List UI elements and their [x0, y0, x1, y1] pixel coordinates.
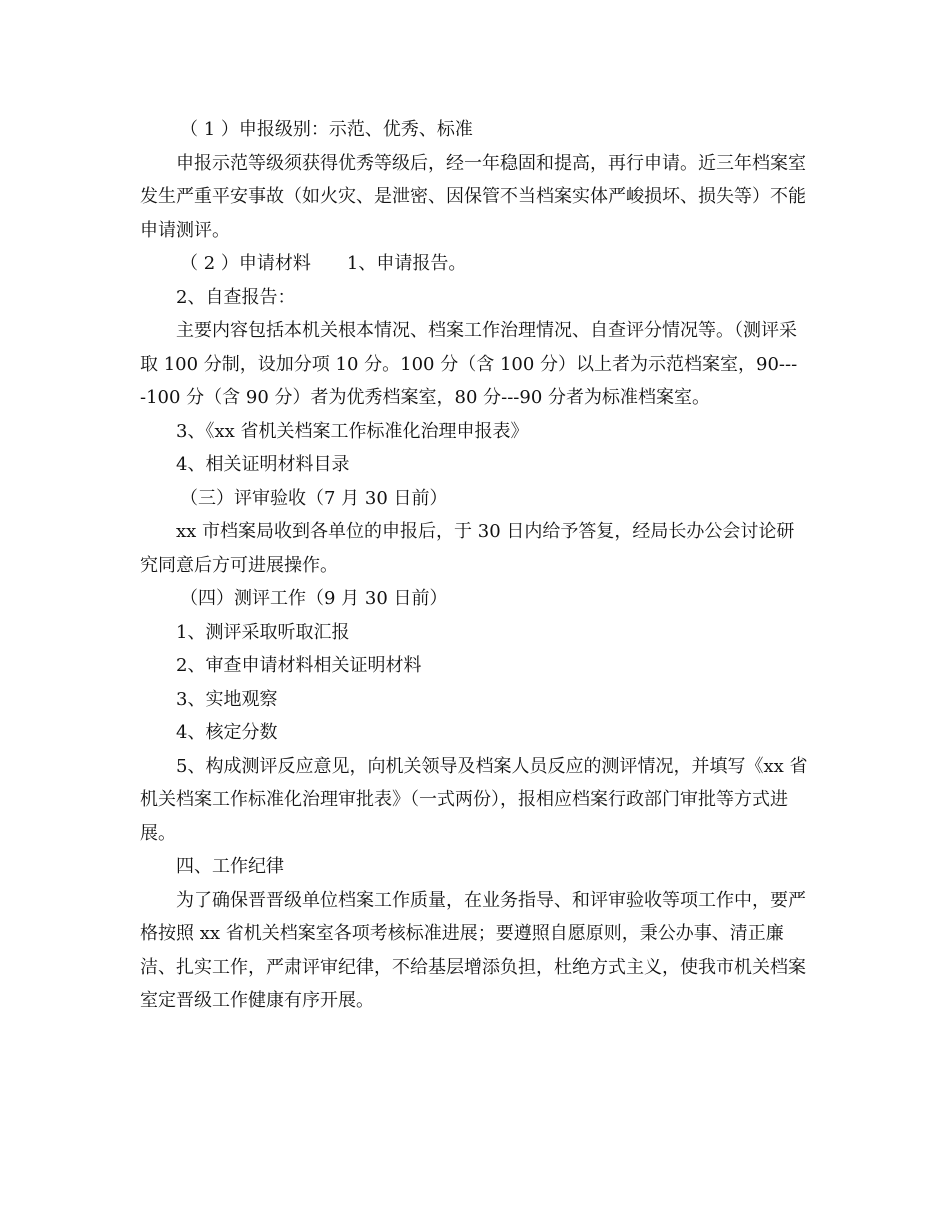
paragraph-review-content: xx 市档案局收到各单位的申报后，于 30 日内给予答复，经局长办公会讨论研究同意后方可进展操作。 [140, 521, 795, 576]
document-body [140, 113, 812, 1018]
paragraph-evaluation-item-1: 1、测评采取听取汇报 [176, 621, 350, 643]
paragraph-level-heading: （ 1 ）申报级别：示范、优秀、标准 [180, 119, 473, 140]
paragraph-materials-item-3: 3、《xx 省机关档案工作标准化治理申报表》 [176, 420, 529, 442]
paragraph-materials-item-2: 2、自查报告： [176, 286, 296, 308]
paragraph-evaluation-item-4: 4、核定分数 [176, 722, 278, 743]
paragraph-materials-item-4: 4、相关证明材料目录 [176, 454, 350, 475]
paragraph-review-heading: （三）评审验收（7 月 30 日前） [180, 487, 448, 509]
materials-item-1: 1、申请报告。 [346, 253, 467, 274]
paragraph-discipline-heading: 四、工作纪律 [176, 856, 284, 877]
paragraph-materials-heading [140, 247, 812, 281]
paragraph-level-description: 申报示范等级须获得优秀等级后，经一年稳固和提高，再行申请。近三年档案室发生严重平安事故（如火灾、是泄密、因保管不当档案实体严峻损坏、损失等）不能申请测评。 [140, 152, 806, 241]
paragraph-evaluation-item-5: 5、构成测评反应意见，向机关领导及档案人员反应的测评情况，并填写《xx 省机关档案工作标准化治理审批表》（一式两份），报相应档案行政部门审批等方式进展。 [140, 755, 808, 844]
paragraph-discipline-content: 为了确保晋晋级单位档案工作质量，在业务指导、和评审验收等项工作中，要严格按照 xx 省机关档案室各项考核标准进展；要遵照自愿原则，秉公办事、清正廉洁、扎实工作，严肃评审纪律，不给基层增添负担，杜绝方式主义，使我市机关档案室定晋级工作健康有序开展。 [140, 889, 806, 1011]
paragraph-evaluation-item-2: 2、审查申请材料相关证明材料 [176, 655, 422, 676]
materials-heading-text: （ 2 ）申请材料 [180, 253, 311, 274]
paragraph-self-check-content: 主要内容包括本机关根本情况、档案工作治理情况、自查评分情况等。（测评采取 100 分制，设加分项 10 分。100 分（含 100 分）以上者为示范档案室，90----100 分（含 90 分）者为优秀档案室，80 分---90 分者为标准档案室。 [140, 320, 798, 408]
paragraph-evaluation-heading: （四）测评工作（9 月 30 日前） [180, 588, 448, 609]
paragraph-evaluation-item-3: 3、实地观察 [176, 688, 278, 710]
